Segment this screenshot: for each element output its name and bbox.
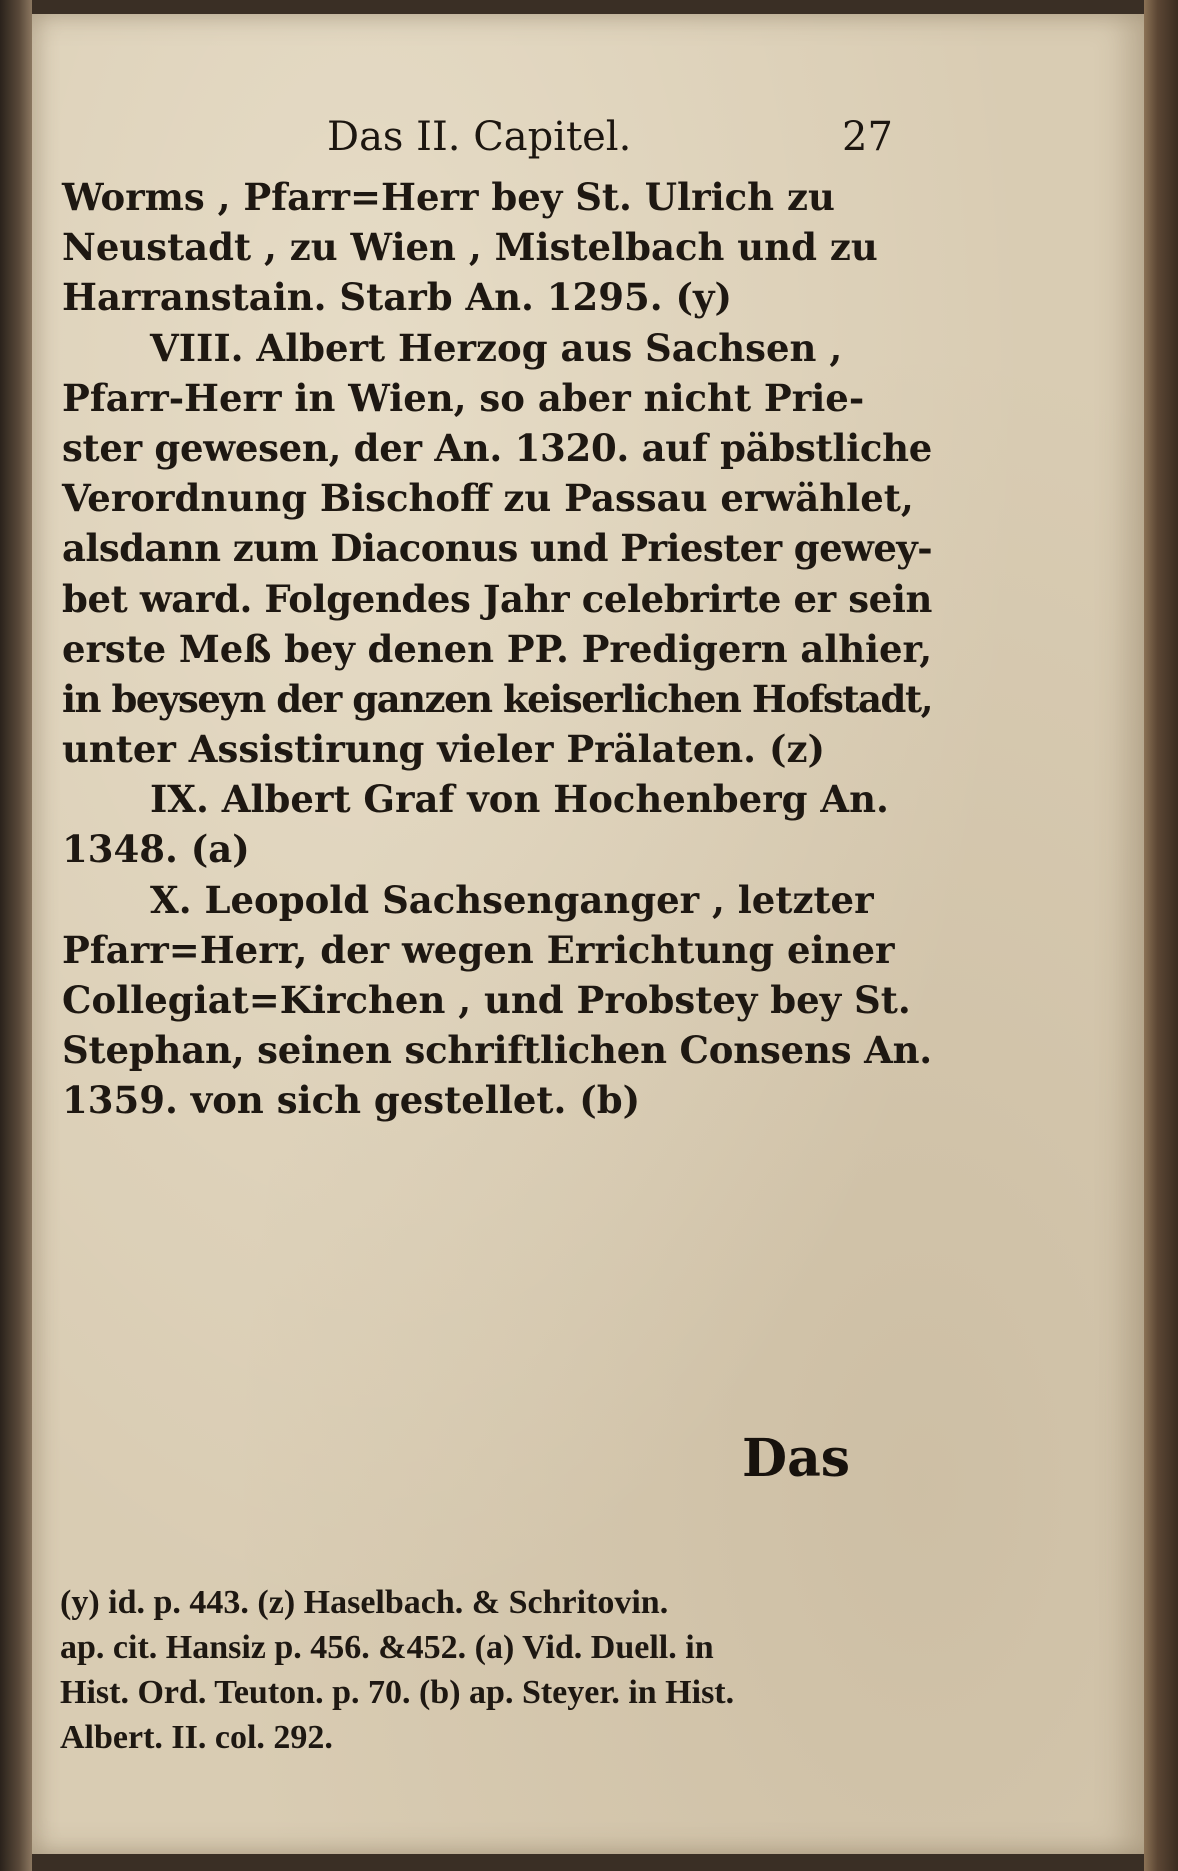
main-text — [62, 172, 932, 1126]
text-line: IX. Albert Graf von Hochenberg An. — [150, 777, 889, 822]
text-line: VIII. Albert Herzog aus Sachsen , — [150, 325, 843, 370]
text-line: Pfarr-Herr in Wien, so aber nicht Prie- — [62, 375, 865, 420]
book-spine-left — [0, 0, 32, 1871]
page-edges-right — [1144, 0, 1178, 1871]
footnote-line: (y) id. p. 443. (z) Haselbach. & Schritovin. — [60, 1584, 669, 1621]
text-line: 1348. (a) — [62, 827, 250, 872]
running-header — [32, 114, 1144, 164]
text-line: Pfarr=Herr, der wegen Errichtung einer — [62, 927, 895, 972]
text-line: unter Assistirung vieler Prälaten. (z) — [62, 727, 825, 772]
catchword: Das — [742, 1428, 851, 1489]
text-line: erste Meß bey denen PP. Predigern alhier, — [62, 626, 932, 671]
footnote-line: Albert. II. col. 292. — [60, 1719, 333, 1756]
text-line: ster gewesen, der An. 1320. auf päbstliche — [62, 425, 932, 470]
text-line: Verordnung Bischoff zu Passau erwählet, — [62, 476, 914, 521]
footnote-line: ap. cit. Hansiz p. 456. &452. (a) Vid. Duell. in — [60, 1629, 714, 1666]
text-line: alsdann zum Diaconus und Priester gewey- — [62, 526, 932, 571]
text-line: bet ward. Folgendes Jahr celebrirte er sein — [62, 576, 933, 621]
chapter-title: Das II. Capitel. — [327, 114, 632, 160]
text-line: Stephan, seinen schriftlichen Consens An. — [62, 1028, 933, 1073]
text-line: Neustadt , zu Wien , Mistelbach und zu — [62, 225, 878, 270]
text-line: Collegiat=Kirchen , und Probstey bey St. — [62, 978, 911, 1022]
text-line: X. Leopold Sachsenganger , letzter — [150, 877, 874, 922]
footnotes — [60, 1580, 960, 1760]
page-number: 27 — [842, 114, 893, 160]
text-line: Harranstain. Starb An. 1295. (y) — [62, 275, 733, 320]
book-page — [32, 14, 1144, 1854]
text-line: 1359. von sich gestellet. (b) — [62, 1078, 641, 1123]
text-line: in beyseyn der ganzen keiserlichen Hofstadt, — [62, 676, 932, 721]
text-line: Worms , Pfarr=Herr bey St. Ulrich zu — [62, 175, 835, 219]
footnote-line: Hist. Ord. Teuton. p. 70. (b) ap. Steyer. in Hist. — [60, 1674, 735, 1711]
